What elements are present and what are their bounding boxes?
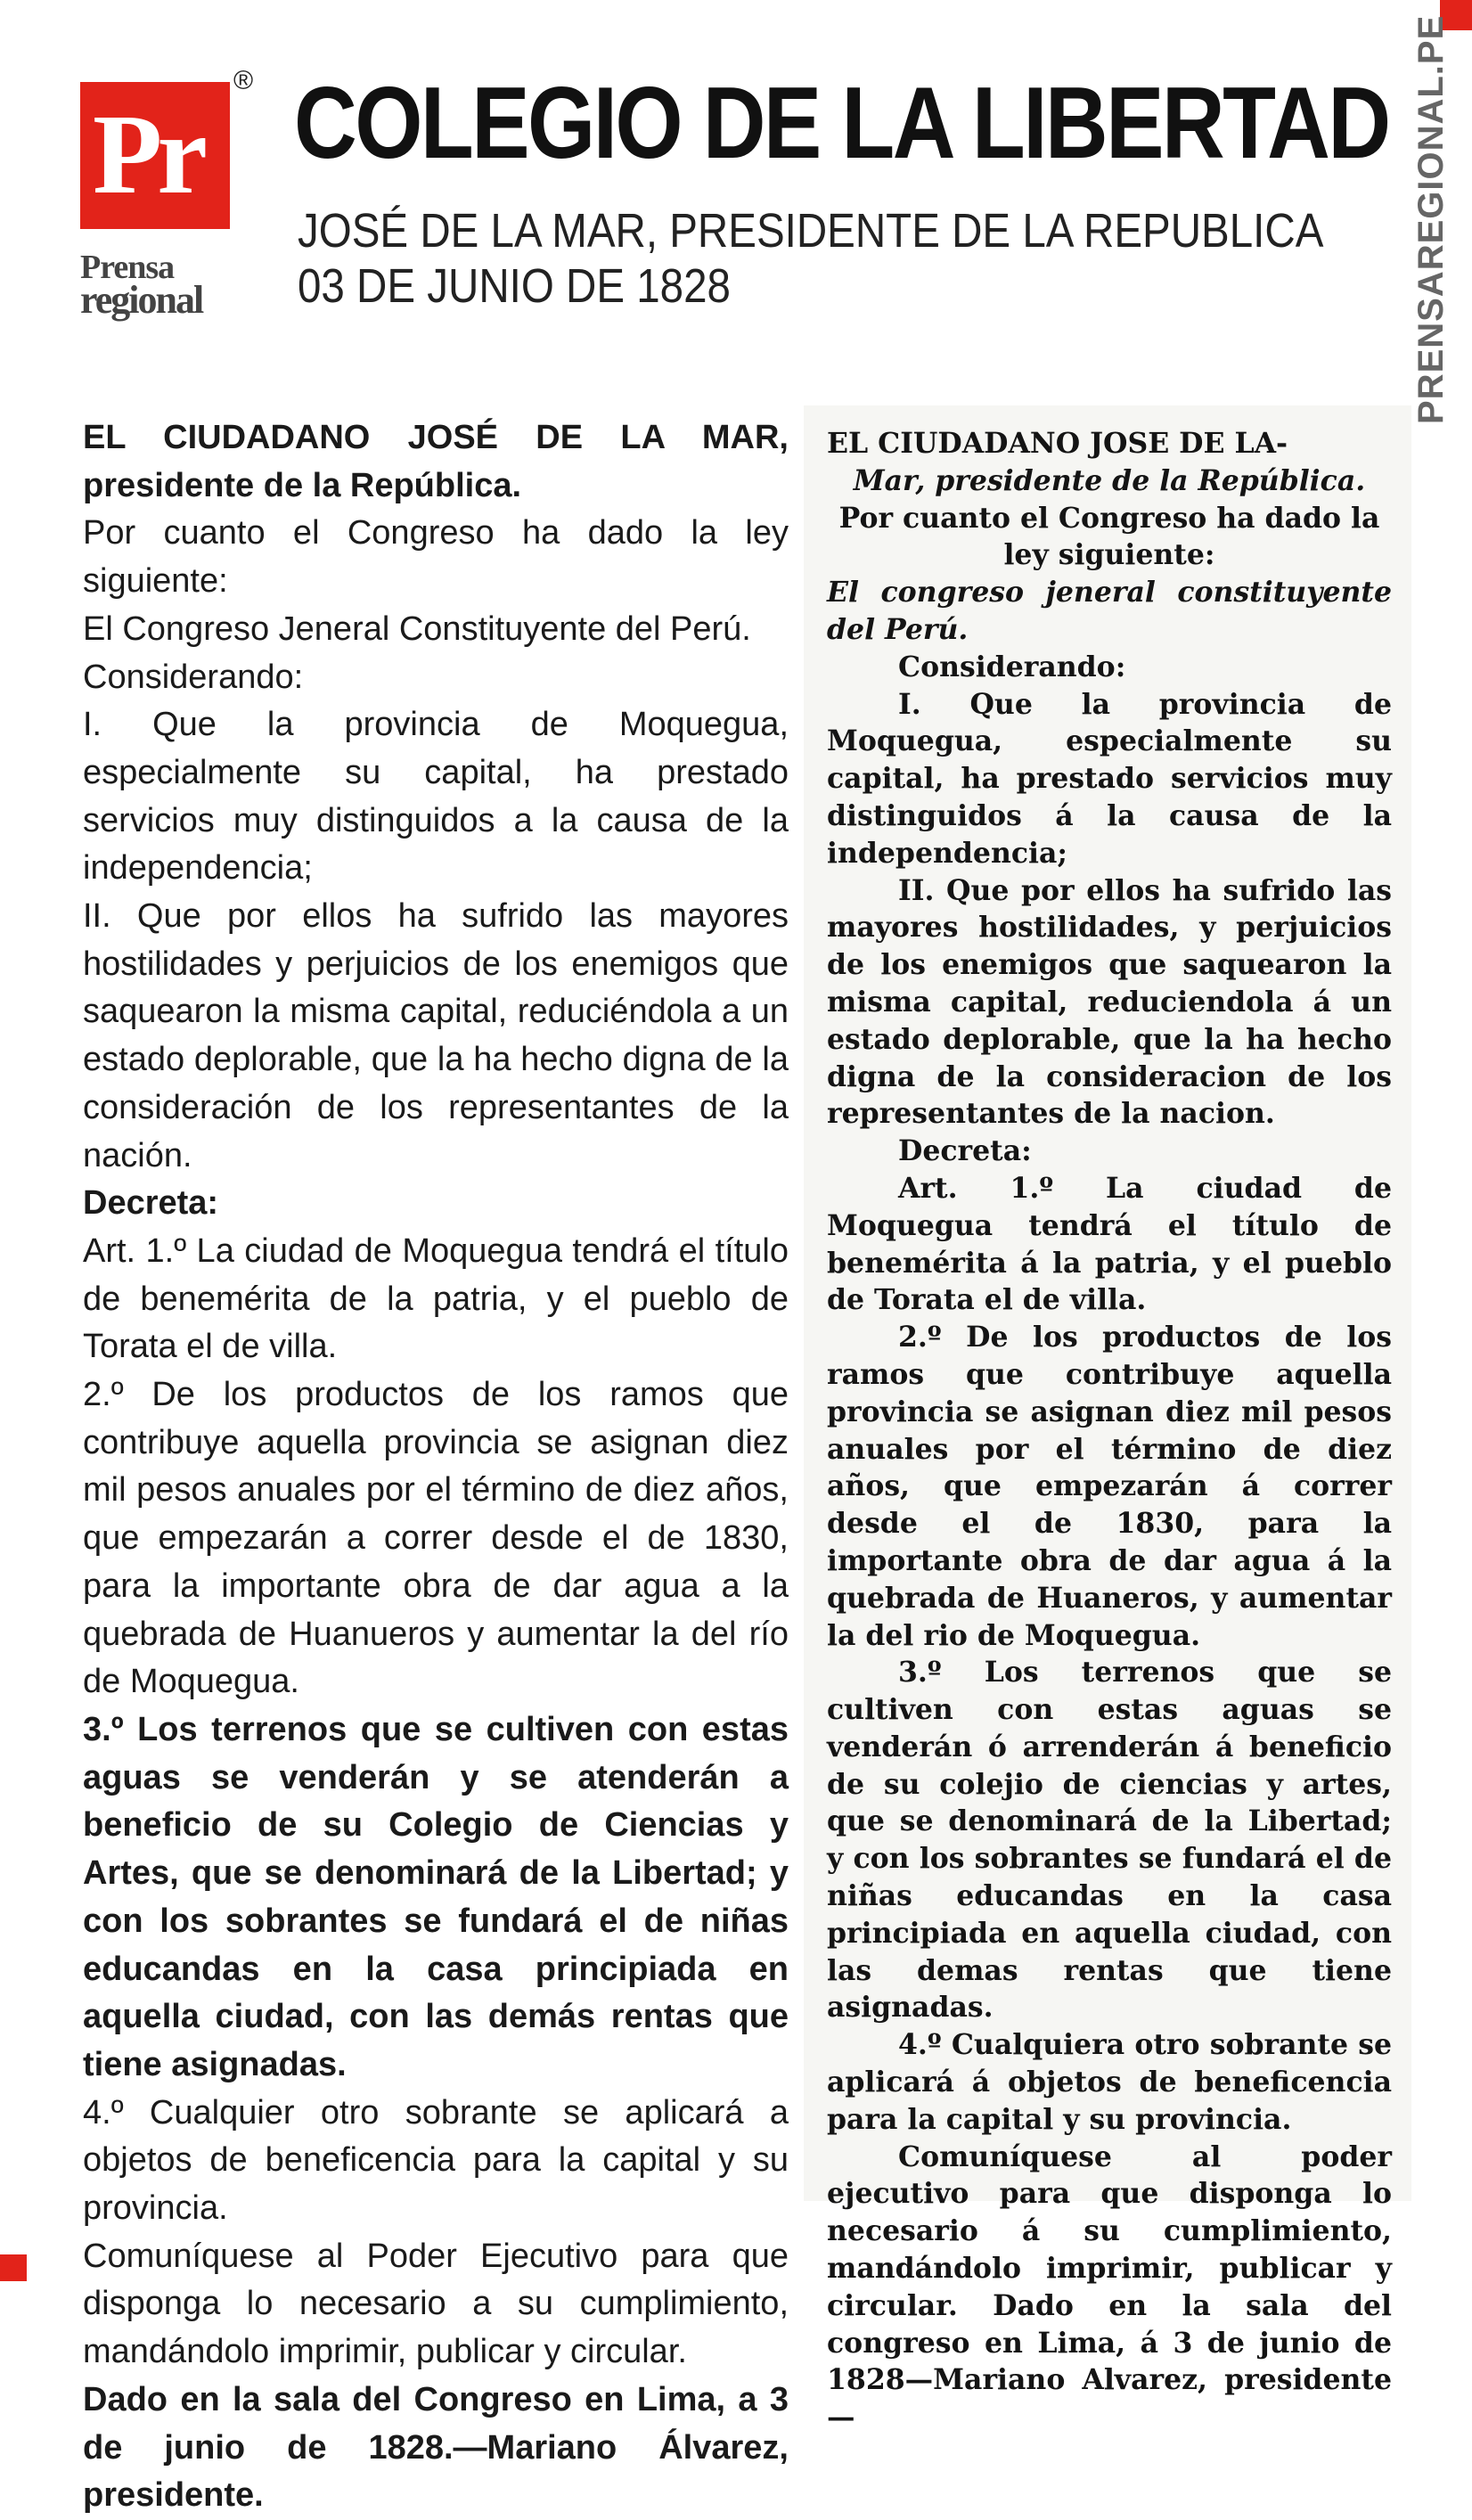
scan-paragraph: Decreta: xyxy=(898,1134,1032,1168)
scan-paragraph: Considerando: xyxy=(898,650,1126,683)
scan-paragraph: Art. 1.º La ciudad de Moquegua tendrá el título de benemérita á la patria, y el pueblo de Torata el de villa. xyxy=(827,1171,1392,1317)
transcription-paragraph: Art. 1.º La ciudad de Moquegua tendrá el título de benemérita de la patria, y el pueblo de Torata el de villa. xyxy=(83,1231,789,1366)
side-url xyxy=(1404,14,1458,433)
transcription-paragraph: 3.º Los terrenos que se cultiven con estas aguas se venderán y se atenderán a beneficio de su Colegio de Ciencias y Artes, que se denominará de la Libertad; y con los sobrantes se fundará el de niñas educandas en la casa principiada en aquella ciudad, con las demás rentas que tiene asignadas. xyxy=(83,1710,789,2083)
transcription-paragraph: Comuníquese al Poder Ejecutivo para que disponga lo necesario a su cumplimiento, mandándolo imprimir, publicar y circular. xyxy=(83,2237,789,2371)
side-url-text: PRENSAREGIONAL.PE xyxy=(1411,14,1451,424)
prensa-regional-logo xyxy=(80,82,230,323)
corner-accent-bottom-left xyxy=(0,2254,27,2281)
logo-wordmark xyxy=(80,249,230,323)
registered-icon: ® xyxy=(233,66,254,95)
scan-paragraph: II. Que por ellos ha sufrido las mayores hostilidades, y perjuicios de los enemigos que saquearon la misma capital, reduciendola á un estado deplorable, que la ha hecho digna de la consideracion de los representantes de la nacion. xyxy=(827,873,1392,1131)
transcription-column xyxy=(83,414,789,2520)
transcription-paragraph: Considerando: xyxy=(83,658,304,696)
transcription-paragraph: El Congreso Jeneral Constituyente del Perú. xyxy=(83,610,751,648)
scan-paragraph: I. Que la provincia de Moquegua, especialmente su capital, ha prestado servicios muy distinguidos á la causa de la independencia; xyxy=(827,687,1392,870)
transcription-paragraph: EL CIUDADANO JOSÉ DE LA MAR, presidente de la República. xyxy=(83,419,789,504)
subtitle-line-1: JOSÉ DE LA MAR, PRESIDENTE DE LA REPUBLICA xyxy=(298,204,1324,258)
scan-heading: EL CIUDADANO JOSE DE LA- xyxy=(827,427,1288,460)
logo-word-2: regional xyxy=(80,278,203,323)
scan-paragraph: 2.º De los productos de los ramos que contribuye aquella provincia se asignan diez mil pesos anuales por el término de diez años, que empezarán á correr desde el de 1830, para la importante obra de dar agua á la quebrada de Huaneros, y aumentar la del rio de Moquegua. xyxy=(827,1321,1392,1652)
subtitle-line-2: 03 DE JUNIO DE 1828 xyxy=(298,259,731,313)
transcription-paragraph: 4.º Cualquier otro sobrante se aplicará a objetos de beneficencia para la capital y su provincia. xyxy=(83,2093,789,2228)
scan-paragraph: 4.º Cualquiera otro sobrante se aplicará á objetos de beneficencia para la capital y su provincia. xyxy=(827,2028,1392,2136)
transcription-paragraph: Por cuanto el Congreso ha dado la ley siguiente: xyxy=(83,514,789,601)
subtitle xyxy=(298,203,1323,314)
transcription-paragraph: I. Que la provincia de Moquegua, especialmente su capital, ha prestado servicios muy distinguidos a la causa de la independencia; xyxy=(83,706,789,888)
transcription-paragraph: Dado en la sala del Congreso en Lima, a 3 de junio de 1828.—Mariano Álvarez, presidente. xyxy=(83,2380,789,2515)
logo-word-1: Prensa xyxy=(80,249,175,286)
scan-heading-2: Mar, presidente de la República. xyxy=(853,463,1366,497)
scanned-document xyxy=(804,405,1411,2434)
transcription-paragraph: Decreta: xyxy=(83,1184,219,1223)
scan-paragraph: El congreso jeneral constituyente del Perú. xyxy=(827,576,1392,646)
page-title: COLEGIO DE LA LIBERTAD xyxy=(294,67,1389,180)
scan-paragraph: 3.º Los terrenos que se cultiven con estas aguas se venderán ó arrenderán á beneficio de su colejio de ciencias y artes, que se denominará de la Libertad; y con los sobrantes se fundará el de niñas educandas en la casa principiada en aquella ciudad, con las demas rentas que tiene asignadas. xyxy=(827,1656,1392,2025)
transcription-paragraph: 2.º De los productos de los ramos que contribuye aquella provincia se asignan diez mil pesos anuales por el término de diez años, que empezarán a correr desde el de 1830, para la importante obra de dar agua a la quebrada de Huanueros y aumentar la del río de Moquegua. xyxy=(83,1376,789,1701)
logo-letters: Pr xyxy=(93,91,202,217)
logo-box xyxy=(80,82,230,229)
scan-paragraph: Por cuanto el Congreso ha dado la ley siguiente: xyxy=(838,501,1380,572)
transcription-paragraph: II. Que por ellos ha sufrido las mayores hostilidades y perjuicios de los enemigos que saquearon la misma capital, reduciéndola a un estado deplorable, que la ha hecho digna de la consideración de los representantes de la nación. xyxy=(83,897,789,1174)
scan-paragraph: Comuníquese al poder ejecutivo para que disponga lo necesario á su cumplimiento, mandándolo imprimir, publicar y circular. Dado en la sala del congreso en Lima, á 3 de junio de 1828—Mariano Alvarez, presidente— xyxy=(827,2140,1392,2434)
